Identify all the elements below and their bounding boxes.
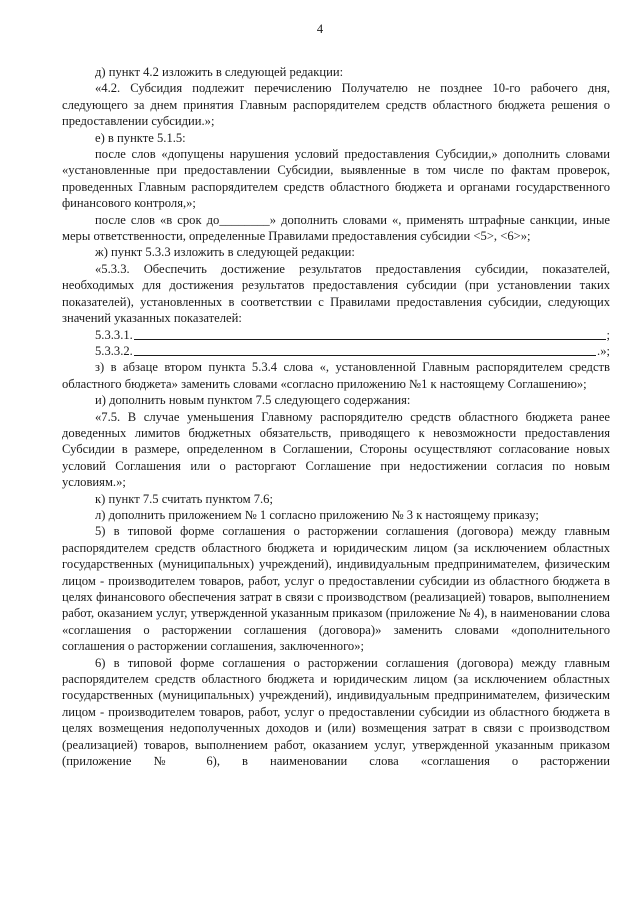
- blank-line-tail: .»;: [597, 343, 610, 358]
- paragraph-quote-4-2: «4.2. Субсидия подлежит перечислению Получателю не позднее 10-го рабочего дня, следующего за днем принятия Главным распорядителем средств областного бюджета решения о предоставлении субсидии.»;: [62, 81, 610, 129]
- paragraph-quote-7-5: «7.5. В случае уменьшения Главному распорядителю средств областного бюджета ранее доведенных лимитов бюджетных обязательств, приводящего к невозможности предоставления Субсидии в размере, определенном в Соглашении, Стороны осуществляют согласование новых условий Соглашения или о расторгают Соглашение при недостижении согласия по новым условиям.»;: [62, 409, 610, 490]
- blank-line-5-3-3-1: [62, 327, 610, 343]
- blank-line-tail: ;: [606, 327, 610, 342]
- paragraph-item-d: д) пункт 4.2 изложить в следующей редакции:: [95, 65, 344, 79]
- paragraph-item-z: з) в абзаце втором пункта 5.3.4 слова «, установленной Главным распорядителем средств областного бюджета» заменить словами «согласно приложению №1 к настоящему Соглашению»;: [62, 360, 610, 391]
- blank-fill: [134, 354, 596, 356]
- paragraph-after-words-1: после слов «допущены нарушения условий предоставления Субсидии,» дополнить словами «установленные при предоставлении Субсидии, выявленные в том числе по фактам проверок, проведенных Главным распорядителем средств областного бюджета и органами государственного финансового контроля,»;: [62, 147, 610, 211]
- paragraph-item-5: 5) в типовой форме соглашения о расторжении соглашения (договора) между главным распорядителем средств областного бюджета и юридическим лицом (за исключением областных государственных (муниципальных) учреждений), индивидуальным предпринимателем, физическим лицом - производителем товаров, работ, услуг о предоставлении субсидии из областного бюджета в целях финансового обеспечения затрат в связи с производством (реализацией) товаров, выполнением работ, оказанием услуг, утвержденной указанным приказом (приложение № 4), в наименовании слова «соглашения о расторжении соглашения (договора)» заменить словами «дополнительного соглашения о расторжении соглашения, заключенного»;: [62, 524, 610, 654]
- paragraph-item-zh: ж) пункт 5.3.3 изложить в следующей редакции:: [95, 245, 355, 260]
- blank-line-label: 5.3.3.1.: [95, 327, 133, 342]
- paragraph-after-words-2: после слов «в срок до________» дополнить словами «, применять штрафные санкции, иные меры ответственности, определенные Правилами предоставления субсидии <5>, <6>»;: [62, 212, 610, 244]
- blank-line-5-3-3-2: [62, 343, 610, 359]
- blank-fill: [134, 338, 606, 340]
- paragraph-quote-5-3-3: «5.3.3. Обеспечить достижение результатов предоставления субсидии, показателей, необходимых для достижения результатов предоставления субсидии (при установлении таких показателей), установленных в соответствии с Правилами предоставления субсидии, следующих значений указанных показателей:: [62, 261, 610, 326]
- paragraph-item-k: к) пункт 7.5 считать пунктом 7.6;: [95, 491, 273, 506]
- page-number: 4: [316, 22, 324, 36]
- blank-line-label: 5.3.3.2.: [95, 343, 133, 358]
- document-body: [62, 64, 610, 769]
- paragraph-item-6: 6) в типовой форме соглашения о расторжении соглашения (договора) между главным распорядителем средств областного бюджета и юридическим лицом (за исключением областных государственных (муниципальных) учреждений), индивидуальным предпринимателем, физическим лицом - производителем товаров, работ, услуг о предоставлении субсидии из областного бюджета в целях возмещения недополученных доходов и (или) возмещения затрат в связи с производством (реализацией) товаров, выполнением работ, оказанием услуг, утвержденной указанным приказом (приложение № 6), в наименовании слова «соглашения о расторжении: [62, 655, 610, 769]
- paragraph-item-e: е) в пункте 5.1.5:: [95, 130, 186, 145]
- paragraph-item-l: л) дополнить приложением № 1 согласно приложению № 3 к настоящему приказу;: [95, 507, 539, 522]
- paragraph-item-i: и) дополнить новым пунктом 7.5 следующего содержания:: [95, 393, 411, 408]
